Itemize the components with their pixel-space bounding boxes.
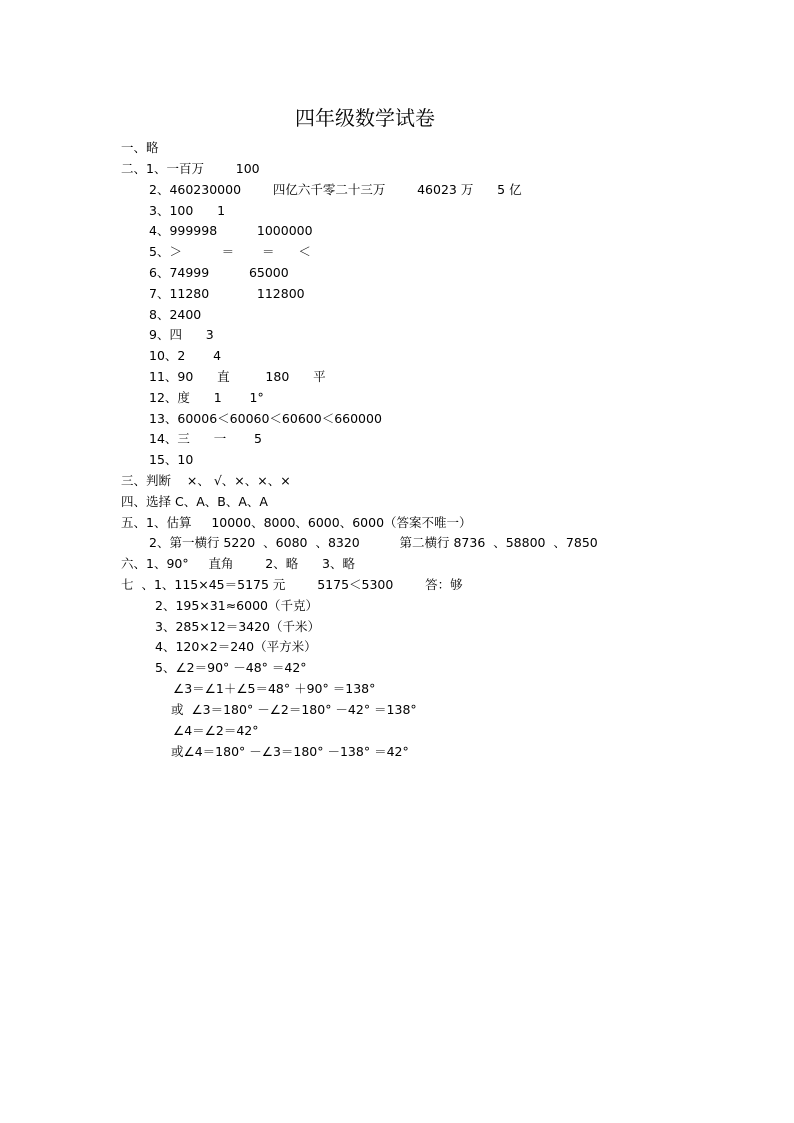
answer-line-section-2-q11: 11、90 直 180 平 <box>149 369 326 384</box>
answer-line-section-7-q2: 2、195×31≈6000（千克） <box>155 598 318 613</box>
answer-line-section-2-q12: 12、度 1 1° <box>149 390 264 405</box>
answer-line-section-1: 一、略 <box>121 140 159 155</box>
answer-line-section-7-q1: 七 、1、115×45＝5175 元 5175＜5300 答：够 <box>121 577 463 592</box>
answer-line-section-2-q5: 5、＞ ＝ ＝ ＜ <box>149 244 311 259</box>
answer-line-section-2-q15: 15、10 <box>149 452 194 467</box>
answer-line-section-7-q3: 3、285×12＝3420（千米） <box>155 619 321 634</box>
answer-line-section-2-q8: 8、2400 <box>149 307 202 322</box>
answer-line-section-5-q2: 2、第一横行 5220 、6080 、8320 第二横行 8736 、58800 、7850 <box>149 535 598 550</box>
answer-line-section-2-q3: 3、100 1 <box>149 203 226 218</box>
answer-line-section-7-q5-step5: 或∠4＝180° －∠3＝180° －138° ＝42° <box>171 744 409 759</box>
answer-line-section-2-q1: 二、1、一百万 100 <box>121 161 260 176</box>
answer-line-section-2-q9: 9、四 3 <box>149 327 214 342</box>
page-title: 四年级数学试卷 <box>295 106 435 130</box>
answer-line-section-4: 四、选择 C、A、B、A、A <box>121 494 268 509</box>
answer-line-section-5-q1: 五、1、估算 10000、8000、6000、6000（答案不唯一） <box>121 515 472 530</box>
answer-line-section-7-q5-step2: ∠3＝∠1＋∠5＝48° ＋90° ＝138° <box>173 681 376 696</box>
answer-line-section-7-q5-step3: 或 ∠3＝180° －∠2＝180° －42° ＝138° <box>171 702 417 717</box>
answer-line-section-2-q10: 10、2 4 <box>149 348 222 363</box>
answer-line-section-7-q5-step4: ∠4＝∠2＝42° <box>173 723 259 738</box>
answer-line-section-2-q2: 2、460230000 四亿六千零二十三万 46023 万 5 亿 <box>149 182 522 197</box>
answer-line-section-7-q4: 4、120×2＝240（平方米） <box>155 639 317 654</box>
answer-line-section-3: 三、判断 ×、 √、×、×、× <box>121 473 291 488</box>
answer-line-section-2-q14: 14、三 一 5 <box>149 431 263 446</box>
answer-line-section-7-q5: 5、∠2＝90° －48° ＝42° <box>155 660 307 675</box>
answer-line-section-2-q4: 4、999998 1000000 <box>149 223 313 238</box>
answer-line-section-6: 六、1、90° 直角 2、略 3、略 <box>121 556 356 571</box>
answer-line-section-2-q7: 7、11280 112800 <box>149 286 305 301</box>
answer-line-section-2-q6: 6、74999 65000 <box>149 265 289 280</box>
answer-line-section-2-q13: 13、60006＜60060＜60600＜660000 <box>149 411 382 426</box>
